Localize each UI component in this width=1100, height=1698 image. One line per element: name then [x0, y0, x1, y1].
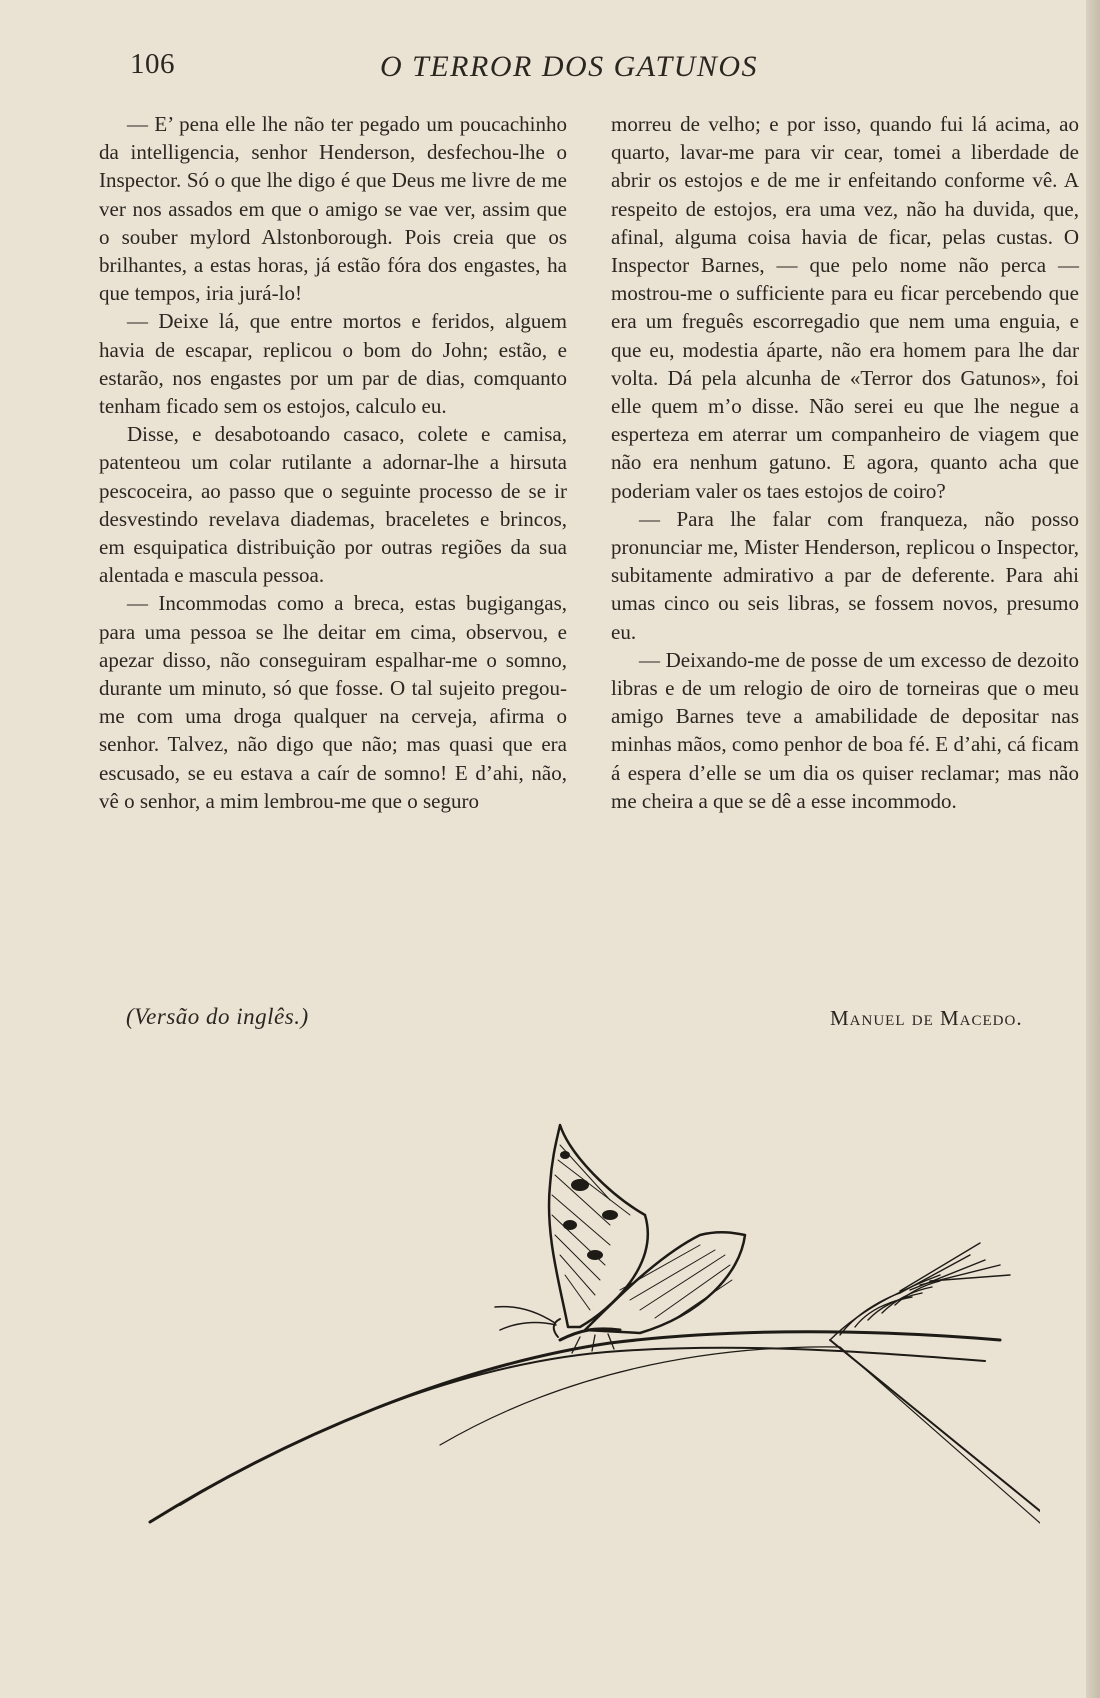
page-number: 106 [130, 48, 175, 80]
running-head: O TERROR DOS GATUNOS [380, 50, 759, 83]
right-column [611, 110, 1079, 815]
author-signature: Manuel de Macedo. [830, 1006, 1023, 1030]
paragraph: — Deixando-me de posse de um excesso de dezoito libras e de um relogio de oiro de torneiras que o meu amigo Barnes teve a amabilidade de depositar nas minhas mãos, como penhor de boa fé. E d’ahi, cá ficam á espera d’elle se um dia os quiser reclamar; mas não me cheira a que se dê a esse incommodo. [611, 647, 1079, 813]
paragraph: — Para lhe falar com franqueza, não posso pronunciar me, Mister Henderson, replicou o Inspector, subitamente admirativo a par de deferente. Para ahi umas cinco ou seis libras, se fossem novos, presumo eu. [611, 506, 1079, 644]
paragraph: — Deixe lá, que entre mortos e feridos, alguem havia de escapar, replicou o bom do John; estão, e estarão, nos engastes por um par de dias, comquanto tenham ficado sem os estojos, calculo eu. [99, 309, 567, 419]
butterfly-on-wheat-stalk-icon [140, 1115, 1040, 1555]
page-edge-shadow [1086, 0, 1100, 1698]
left-column [99, 110, 567, 815]
translation-note: (Versão do inglês.) [126, 1004, 309, 1029]
paragraph: — Incommodas como a breca, estas bugigangas, para uma pessoa se lhe deitar em cima, observou, e apezar disso, não conseguiram espalhar-me o somno, durante um minuto, só que fosse. O tal sujeito pregou-me com uma droga qualquer na cerveja, afirma o senhor. Talvez, não digo que não; mas quasi que era escusado, se eu estava a caír de somno! E d’ahi, não, vê o senhor, a mim lembrou-me que o seguro [99, 591, 567, 813]
paragraph: Disse, e desabotoando casaco, colete e camisa, patenteou um colar rutilante a adornar-lhe a hirsuta pescoceira, ao passo que o seguinte processo de se ir desvestindo revelava diademas, braceletes e brincos, em esquipatica distribuição por outras regiões da sua alentada e mascula pessoa. [99, 422, 567, 588]
paragraph: — E’ pena elle lhe não ter pegado um poucachinho da intelligencia, senhor Henderson, desfechou-lhe o Inspector. Só o que lhe digo é que Deus me livre de me ver nos assados em que o amigo se vae ver, assim que o souber mylord Alstonborough. Pois creia que os brilhantes, a estas horas, já estão fóra dos engastes, ha que tempos, iria jurá-lo! [99, 112, 567, 306]
paragraph: morreu de velho; e por isso, quando fui lá acima, ao quarto, lavar-me para vir cear, tomei a liberdade de abrir os estojos e de me ir enfeitando conforme vê. A respeito de estojos, era uma vez, não ha duvida, que, afinal, alguma coisa havia de ficar, pelas custas. O Inspector Barnes, — que pelo nome não perca — mostrou-me o sufficiente para eu ficar percebendo que era um freguês escorregadio que nem uma enguia, e que eu, modestia áparte, não era homem para lhe dar volta. Dá pela alcunha de «Terror dos Gatunos», foi elle quem m’o disse. Não serei eu que lhe negue a esperteza em aterrar um companheiro de viagem que não era nenhum gatuno. E agora, quanto acha que poderiam valer os taes estojos de coiro? [611, 112, 1079, 503]
